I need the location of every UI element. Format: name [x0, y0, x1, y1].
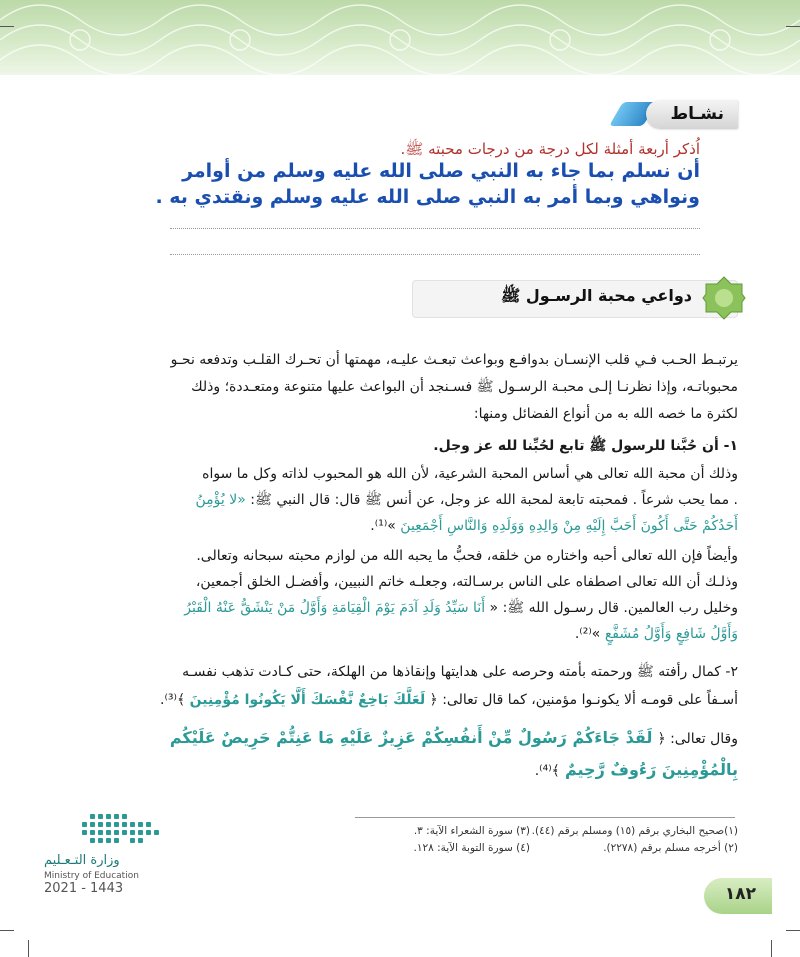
body-line: [68, 490, 738, 510]
answer-dotted-line: [170, 228, 700, 229]
ministry-logo-icon: [44, 810, 176, 854]
body-line: وذلك أن محبة الله تعالى هي أساس المحبة الشرعية، لأن الله هو المحبوب لذاته وكل ما سواه: [202, 466, 738, 482]
edition-year: 2021 - 1443: [44, 881, 124, 896]
banner-pattern: [0, 0, 800, 75]
octagon-star-icon: [702, 276, 746, 320]
body-line: لكثرة ما خصه الله به من أنواع الفضائل ومنها:: [473, 406, 738, 422]
ministry-name-arabic: وزارة التـعـليم: [44, 853, 120, 868]
quran-verse: بِالْمُؤْمِنِينَ رَءُوفٌ رَّحِيمٌ: [564, 760, 738, 779]
page-number: ١٨٢: [724, 884, 756, 904]
list-item-heading: ٢- كمال رأفته ﷺ ورحمته بأمته وحرصه على هدايتها وإنقاذها من الهلكة، حتى كـادت تذهب نفسـه: [182, 664, 738, 680]
hadith-text: أَحَدُكُمْ حَتَّى أَكُونَ أَحَبَّ إِلَيْهِ مِنْ وَالِدِهِ وَوَلَدِهِ وَالنَّاسِ أَجْمَعِينَ: [400, 518, 738, 534]
body-line: وأيضاً فإن الله تعالى أحبه واختاره من خلقه، فحبُّ ما يحبه الله من لوازم محبته سبحانه وتعالى.: [196, 548, 738, 564]
top-banner: [0, 0, 800, 75]
body-line-text: يحب شرعاً . فمحبته تابعة لمحبة الله عز وجل، عن أنس ﷺ قال: قال النبي ﷺ:: [250, 492, 705, 508]
body-line-text: وقال تعالى: ﴿: [657, 731, 738, 747]
crop-mark: [786, 930, 800, 931]
footnote-ref: »⁽¹⁾.: [370, 518, 396, 534]
activity-tab-label: نشـاط: [670, 104, 724, 124]
footnote: (٢) أخرجه مسلم برقم (٢٢٧٨).: [603, 842, 738, 854]
body-line-text: أسـفاً على قومـه ألا يكونـوا مؤمنين، كما قال تعالى: ﴿: [429, 692, 738, 708]
body-line: محبوباتـه، وإذا نظرنـا إلـى محبـة الرسـول ﷺ فسـنجد أن البواعث عليها متنوعة ومتعـددة؛ وذلك: [191, 379, 738, 395]
crop-mark: [28, 940, 29, 957]
body-line: [68, 598, 738, 618]
hadith-text: وَأَوَّلُ شَافِعٍ وَأَوَّلُ مُشَفَّعٍ: [604, 626, 738, 642]
body-line-text: وخليل رب العالمين. قال رسـول الله ﷺ: «: [489, 600, 738, 616]
hadith-text: أَنَا سَيِّدُ وَلَدِ آدَمَ يَوْمَ الْقِيَامَةِ وَأَوَّلُ مَنْ يَنْشَقُّ عَنْهُ الْقَبْرُ: [184, 600, 486, 616]
answer-dotted-line: [170, 254, 700, 255]
hadith-text: «لا يُؤْمِنُ: [195, 492, 246, 508]
crop-mark: [0, 26, 14, 27]
body-line: يرتبـط الحـب فـي قلب الإنسـان بدوافـع وبواعث تبعـث عليـه، مهمتها أن تحـرك القلـب وتدفعه نحـو: [170, 352, 738, 368]
footnote: (٤) سورة التوبة الآية: ١٢٨.: [413, 842, 530, 854]
footnote-ref: »⁽²⁾.: [574, 626, 601, 642]
footnote: (٣) سورة الشعراء الآية: ٣.: [413, 825, 530, 837]
answer-line: أن نسلم بما جاء به النبي صلى الله عليه وسلم من أوامر: [182, 160, 700, 182]
answer-line: ونواهي وبما أمر به النبي صلى الله عليه وسلم ونقتدي به .: [155, 186, 700, 208]
activity-tab: [646, 100, 738, 128]
body-line-prefix: . مما: [709, 492, 738, 508]
activity-prompt: اُذكر أربعة أمثلة لكل درجة من درجات محبته ﷺ.: [400, 140, 700, 158]
body-line: وذلـك أن الله تعالى اصطفاه على الناس برسـالته، وجعلـه خاتم النبيين، وأفضـل الخلق أجمعين،: [195, 574, 738, 590]
list-item-heading: ١- أن حُبَّنا للرسول ﷺ تابع لحُبِّنا لله عز وجل.: [433, 438, 738, 454]
body-line: [68, 690, 738, 710]
page-number-tab: [704, 878, 772, 914]
activity-answer: [100, 158, 700, 210]
footnote: (١)صحيح البخاري برقم (١٥) ومسلم برقم (٤٤).: [531, 825, 738, 837]
quran-verse: لَقَدْ جَاءَكُمْ رَسُولٌ مِّنْ أَنفُسِكُمْ عَزِيزٌ عَلَيْهِ مَا عَنِتُّمْ حَرِيصٌ عَلَيْكُم: [169, 728, 653, 747]
footnote-divider: [355, 817, 735, 818]
ministry-name-english: Ministry of Education: [44, 871, 139, 881]
footnote-ref: ﴾⁽³⁾.: [160, 692, 186, 708]
hadith-line: [68, 516, 738, 536]
footnote-ref: ﴾⁽⁴⁾.: [534, 763, 560, 779]
quran-line: [68, 760, 738, 781]
crop-mark: [786, 26, 800, 27]
quran-verse: لَعَلَّكَ بَاخِعٌ نَّفْسَكَ أَلَّا يَكُونُوا مُؤْمِنِينَ: [189, 692, 426, 708]
crop-mark: [771, 940, 772, 957]
hadith-line: [68, 624, 738, 644]
body-line: [68, 728, 738, 749]
crop-mark: [0, 930, 14, 931]
section-title: دواعي محبة الرسـول ﷺ: [500, 286, 692, 305]
